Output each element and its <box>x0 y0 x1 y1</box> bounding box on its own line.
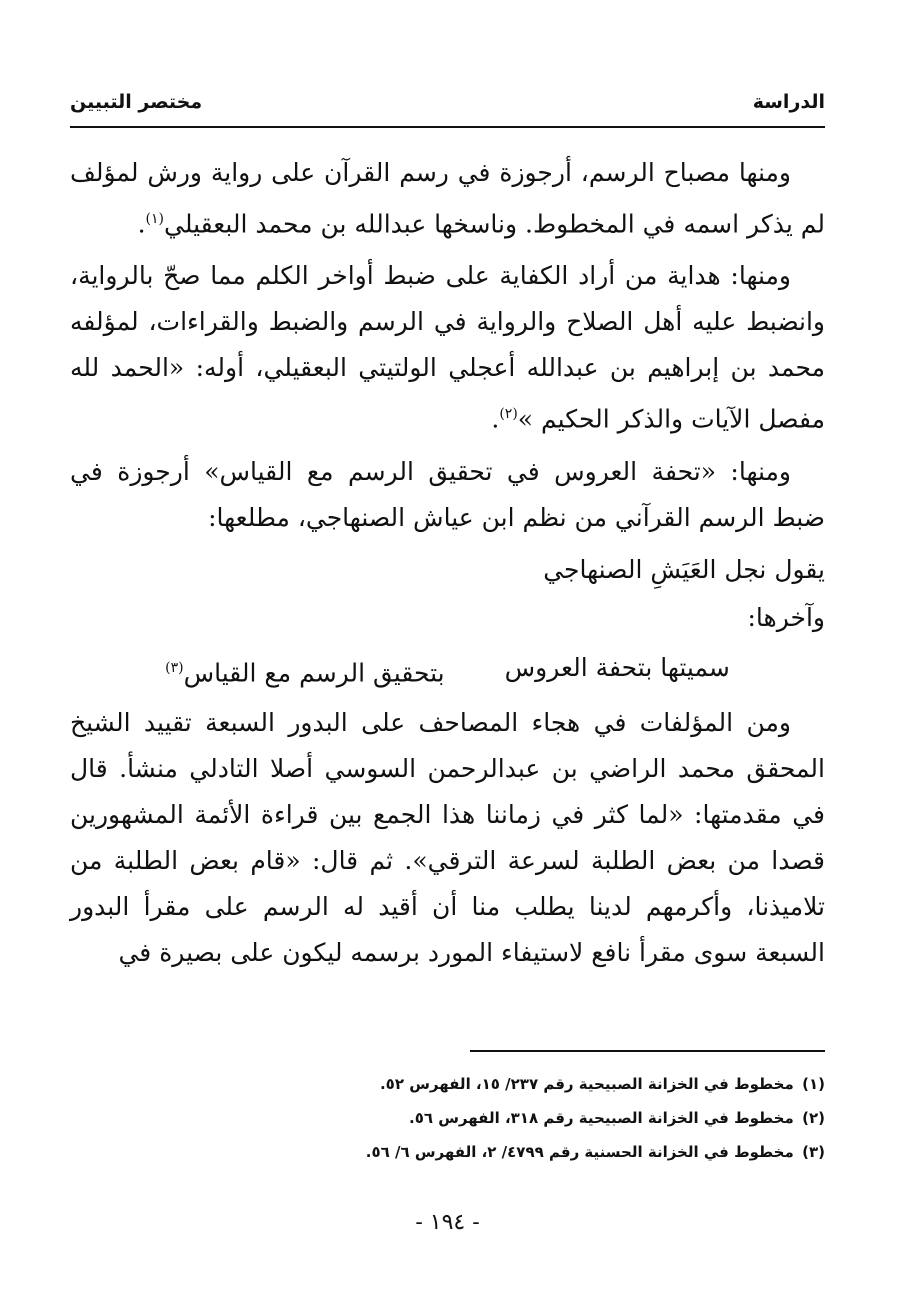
footnote-3: (٣) مخطوط في الخزانة الحسنية رقم ٤٧٩٩/ ٢، الفهرس ٦/ ٥٦. <box>365 1143 825 1161</box>
verse-first-hemistich: سميتها بتحفة العروس <box>504 652 730 682</box>
footnote-ref-3: (٣) <box>165 659 184 676</box>
footnote-1: (١) مخطوط في الخزانة الصبيحية رقم ٢٣٧/ ١٥، الفهرس ٥٢. <box>379 1075 825 1093</box>
page-number: - ١٩٤ - <box>415 1210 480 1235</box>
header-section-title: الدراسة <box>752 91 825 113</box>
paragraph-taqyid: ومن المؤلفات في هجاء المصاحف على البدور السبعة تقييد الشيخ المحقق محمد الراضي بن عبدالرحمن السوسي أصلا التادلي منشأ. قال في مقدمتها: «لما كثر في زماننا هذا الجمع بين قراءة الأئمة المشهورين قصدا من بعض الطلبة لسرعة الترقي». ثم قال: «قام بعض الطلبة من تلاميذنا، وأكرمهم لدينا يطلب منا أن أقيد له الرسم على مقرأ البدور السبعة سوى مقرأ نافع لاستيفاء المورد برسمه ليكون على بصيرة في <box>70 707 825 967</box>
footnote-rule <box>470 1050 825 1052</box>
paragraph-hidaya: ومنها: هداية من أراد الكفاية على ضبط أواخر الكلم مما صحّ بالرواية، وانضبط عليه أهل الصلاح والرواية في الرسم والضبط والقراءات، لمؤلفه محمد بن إبراهيم بن عبدالله أعجلي الولتيتي البعقيلي، أوله: «الحمد لله مفصل الآيات والذكر الحكيم »$^{(٢)}$. <box>70 261 825 434</box>
paragraph-tuhfa: ومنها: «تحفة العروس في تحقيق الرسم مع القياس» أرجوزة في ضبط الرسم القرآني من نظم ابن عياش الصنهاجي، مطلعها: <box>70 456 825 532</box>
footnote-2: (٢) مخطوط في الخزانة الصبيحية رقم ٣١٨، الفهرس ٥٦. <box>408 1109 825 1127</box>
paragraph-misbah: ومنها مصباح الرسم، أرجوزة في رسم القرآن على رواية ورش لمؤلف لم يذكر اسمه في المخطوط. وناسخها عبدالله بن محمد البعقيلي$^{(١)}$. <box>70 158 825 239</box>
verse-intro: وآخرها: <box>747 602 825 632</box>
footnote-ref-2: (٢) <box>499 406 518 423</box>
verse-closing <box>70 645 825 696</box>
footnote-ref-1: (١) <box>145 211 164 227</box>
verse-opening: يقول نجل العَيَشِ الصنهاجي <box>543 554 825 584</box>
verse-second-hemistich: بتحقيق الرسم مع القياس$^{(٣)}$ <box>165 657 445 687</box>
footnotes <box>70 1067 825 1169</box>
book-page <box>70 72 825 1272</box>
header-book-title: مختصر التبيين <box>70 91 203 113</box>
running-header <box>70 82 825 122</box>
main-text <box>70 150 825 982</box>
header-rule <box>70 126 825 128</box>
